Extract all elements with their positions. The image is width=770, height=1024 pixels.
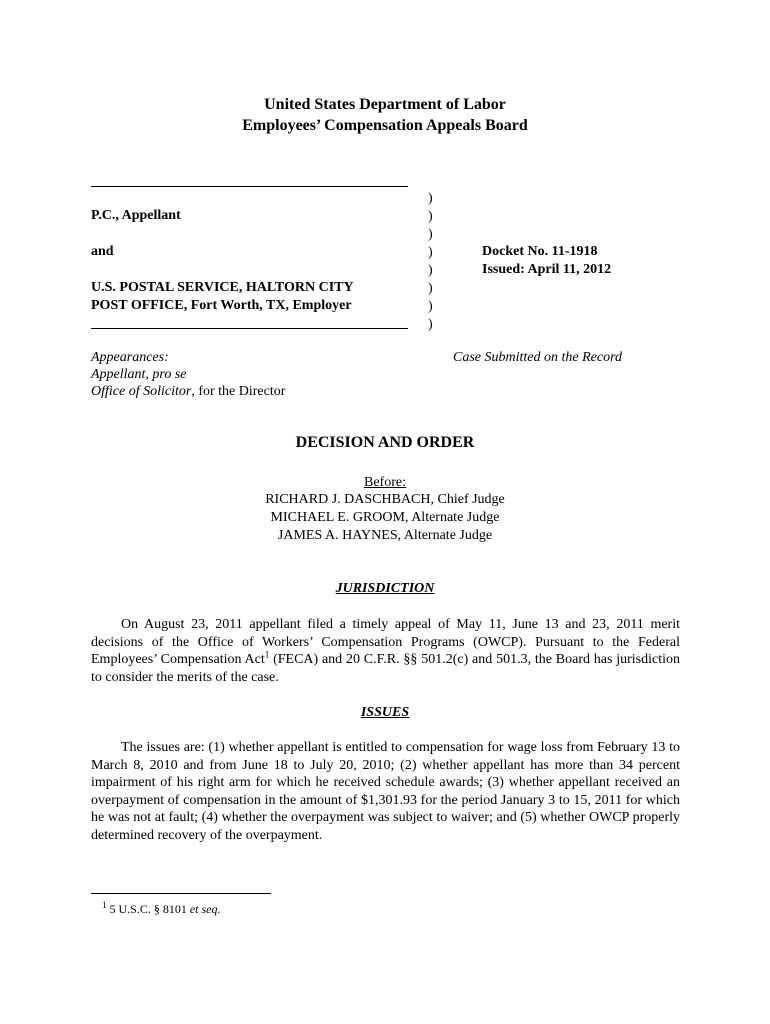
decision-title: DECISION AND ORDER [295,434,475,451]
caption-paren: ) [428,245,433,260]
caption-bottom-rule [91,328,408,329]
employer-line-2: POST OFFICE, Fort Worth, TX, Employer [91,298,352,313]
issues-heading: ISSUES [360,705,410,720]
employer-line-1: U.S. POSTAL SERVICE, HALTORN CITY [91,280,354,295]
solicitor-office: Office of Solicitor [91,384,192,399]
judge-2: MICHAEL E. GROOM, Alternate Judge [270,510,500,525]
appellant-pro-se: Appellant, pro se [91,367,187,382]
caption-paren: ) [428,191,433,206]
appellant-name: P.C., Appellant [91,208,181,223]
caption-top-rule [91,186,408,187]
jurisdiction-text-2: (FECA) and 20 C.F.R. §§ 501.2(c) and 501.3, the Board has jurisdiction to consider the merits of the case. [91,652,681,685]
issues-paragraph [91,739,680,845]
issues-text: The issues are: (1) whether appellant is entitled to compensation for wage loss from February 13 to March 8, 2010 and from June 18 to July 20, 2010; (2) whether appellant has more than 34 percent impairment of his right arm for which he received schedule awards; (3) whether appellant received an overpayment of compensation in the amount of $1,301.93 for the period January 3 to 15, 2011 for which he was not at fault; (4) whether the overpayment was subject to waiver; and (5) whether OWCP properly determined recovery of the overpayment. [91,740,680,843]
solicitor-line [91,383,285,401]
footnote-text: 5 U.S.C. § 8101 [106,902,190,916]
jurisdiction-heading: JURISDICTION [335,581,435,596]
issued-date: Issued: April 11, 2012 [482,262,612,277]
docket-number: Docket No. 11-1918 [482,244,598,259]
footnote-rule [91,893,271,894]
footnote-et-seq: et seq. [189,902,221,916]
footnote-ref: 1 [264,649,270,660]
caption-paren: ) [428,299,433,314]
case-submitted: Case Submitted on the Record [453,350,623,365]
appearances-label: Appearances: [91,350,169,365]
jurisdiction-paragraph [91,616,680,686]
judge-1: RICHARD J. DASCHBACH, Chief Judge [265,492,505,507]
before-label: Before: [364,475,406,490]
caption-and: and [91,244,114,259]
jurisdiction-text-1: On August 23, 2011 appellant filed a timely appeal of May 11, June 13 and 23, 2011 merit decisions of the Office of Workers’ Compensation Programs (OWCP). Pursuant to the Federal Employees’ Compensation Act [91,617,680,668]
agency-title: United States Department of Labor [264,96,506,113]
judge-3: JAMES A. HAYNES, Alternate Judge [277,528,493,543]
caption-paren: ) [428,209,433,224]
footnote-number: 1 [102,900,107,910]
caption-paren: ) [428,227,433,242]
solicitor-role: , for the Director [191,384,286,399]
board-title: Employees’ Compensation Appeals Board [242,117,528,134]
caption-paren: ) [428,281,433,296]
caption-paren: ) [428,317,433,332]
caption-paren: ) [428,263,433,278]
footnote [102,902,221,917]
